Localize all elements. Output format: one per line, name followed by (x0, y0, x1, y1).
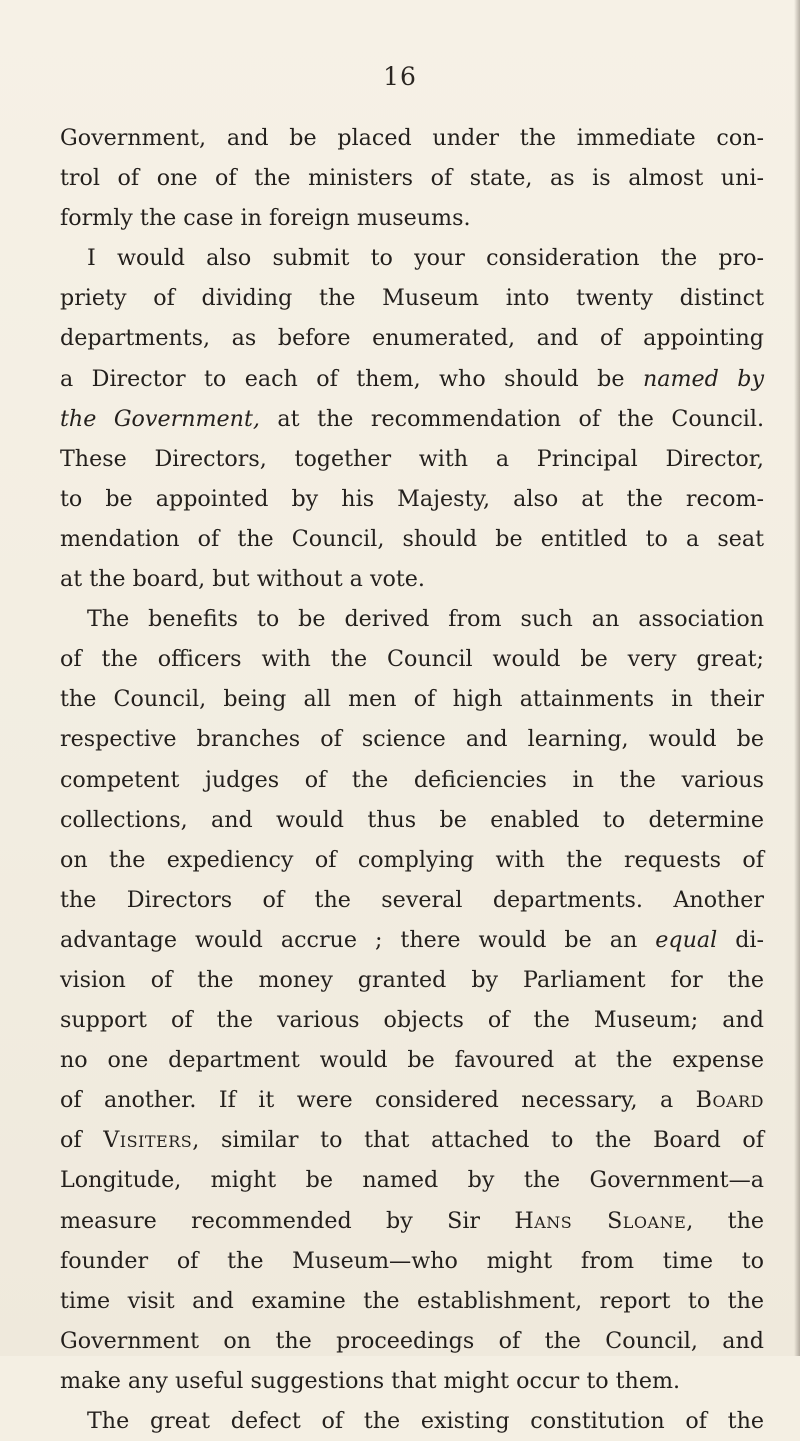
text-line: departments, as before enumerated, and of appointing (60, 325, 764, 352)
text-line: a Director to each of them, who should be named by (60, 365, 764, 392)
text-line: of the officers with the Council would be very great; (60, 646, 764, 673)
text-line: of another. If it were considered necessary, a Board (60, 1087, 764, 1114)
text-line: Government on the proceedings of the Council, and (60, 1327, 764, 1354)
text-line: the Council, being all men of high attainments in their (60, 686, 764, 713)
text-line: advantage would accrue ; there would be an equal di- (60, 926, 764, 953)
text-line: on the expediency of complying with the requests of (60, 846, 764, 873)
text-line: The benefits to be derived from such an association (87, 606, 764, 633)
text-line: These Directors, together with a Principal Director, (60, 445, 764, 472)
text-line: measure recommended by Sir Hans Sloane, the (60, 1207, 764, 1234)
text-line: vision of the money granted by Parliament for the (60, 966, 764, 993)
text-line: trol of one of the ministers of state, as is almost uni- (60, 165, 764, 192)
text-line: the Government, at the recommendation of the Council. (60, 405, 764, 432)
text-line: competent judges of the deficiencies in the various (60, 766, 764, 793)
text-line: priety of dividing the Museum into twenty distinct (60, 285, 764, 312)
text-line: founder of the Museum—who might from time to (60, 1247, 764, 1274)
text-line: time visit and examine the establishment, report to the (60, 1287, 764, 1314)
page-edge-shadow (794, 0, 800, 1356)
body-text (60, 118, 764, 1441)
text-line: to be appointed by his Majesty, also at the recom- (60, 485, 764, 512)
text-line: make any useful suggestions that might occur to them. (60, 1367, 681, 1394)
text-line: Longitude, might be named by the Government—a (60, 1167, 764, 1194)
page-number: 16 (383, 62, 417, 91)
text-line: at the board, but without a vote. (60, 566, 425, 593)
text-line: support of the various objects of the Museum; and (60, 1007, 764, 1034)
text-line: the Directors of the several departments. Another (60, 886, 764, 913)
text-line: The great defect of the existing constitution of the (87, 1408, 764, 1434)
text-line: I would also submit to your consideration the pro- (87, 245, 764, 272)
text-line: of Visiters, similar to that attached to the Board of (60, 1127, 765, 1154)
text-line: no one department would be favoured at the expense (60, 1047, 764, 1074)
text-line: respective branches of science and learning, would be (60, 726, 764, 753)
text-line: collections, and would thus be enabled to determine (60, 806, 764, 833)
text-line: mendation of the Council, should be entitled to a seat (60, 525, 764, 552)
text-line: formly the case in foreign museums. (60, 205, 471, 232)
text-line: Government, and be placed under the immediate con- (60, 125, 764, 151)
